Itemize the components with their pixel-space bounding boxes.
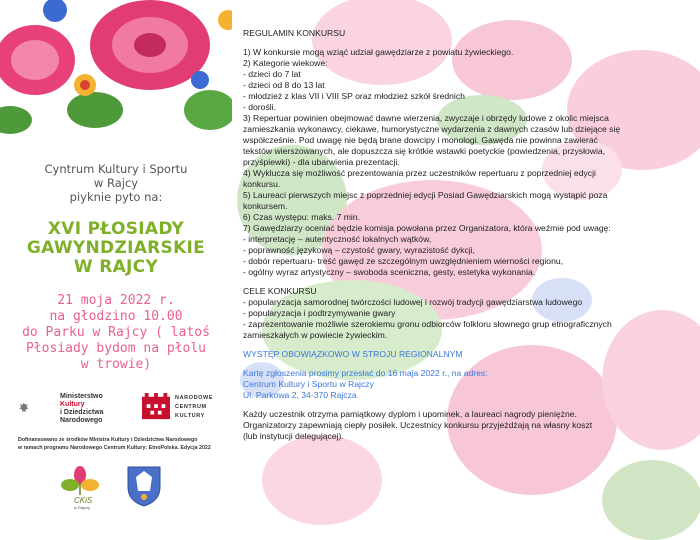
rule-line: 7) Gawędziarzy oceniać będzie komisja powołana przez Organizatora, która weźmie pod uwagę:: [243, 223, 611, 233]
application-line: Ul. Parkowa 2, 34-370 Rajcza: [243, 390, 357, 400]
rule-line: 3) Repertuar powinien obejmować dawne wierzenia, zwyczaje i obrzędy ludowe z okolic miejsca: [243, 113, 609, 123]
rule-line: - młodzież z klas VII i VIII SP oraz młodzież szkół średnich: [243, 91, 465, 101]
floral-corner-art: [0, 0, 232, 135]
rule-line: - ogólny wyraz artystyczny – swoboda sceniczna, gesty, estetyka wykonania.: [243, 267, 536, 277]
event-date-place: [0, 293, 232, 373]
rule-line: - interpretację – autentyczność lokalnych wątków,: [243, 234, 432, 244]
rajcza-coat-of-arms-icon: [126, 465, 162, 507]
rule-line: zamieszkania wykonawcy, ciekawe, humorystyczne wydarzenia z dawnych czasów lub dziejące się: [243, 124, 621, 134]
event-title-line: GAWYNDZIARSKIE: [26, 238, 206, 258]
rule-line: 4) Wyklucza się możliwość prezentowania przez uczestników repertuaru z poprzedniej edycji: [243, 168, 596, 178]
rule-line: konkursem.: [243, 201, 288, 211]
rule-line: współcześnie. Pod uwagę nie będą brane dowcipy i monologi. Gawęda nie powinna zawierać: [243, 135, 598, 145]
contest-rules: [243, 28, 693, 442]
event-title: [0, 220, 232, 277]
event-info-line: Płosiady bydom na płolu: [25, 341, 206, 356]
closing-line: (lub instytucji delegującej).: [243, 431, 344, 441]
rule-line: - dzieci do 7 lat: [243, 69, 301, 79]
intro-line: piyknie pyto na:: [69, 190, 163, 204]
nck-logo-text: NARODOWE CENTRUM KULTURY: [175, 395, 214, 419]
ministry-logo-text: Ministerstwo Kultury i Dziedzictwa Narodowego: [60, 393, 104, 424]
funding-note: Dofinansowano ze środków Ministra Kultury i Dziedzictwa Narodowego w ramach programu Narodowego Centrum Kultury: EtnoPolska. Edycja 2022: [18, 437, 211, 451]
application-line: Centrum Kultury i Sportu w Rajczy: [243, 379, 374, 389]
rule-line: 6) Czas występu: maks. 7 min.: [243, 212, 361, 222]
rule-line: tekstów wierszowanych, ale dopuszcza się krótkie wstawki poetyckie (powiedzenia, przysłowia,: [243, 146, 606, 156]
rules-heading: REGULAMIN KONKURSU: [243, 28, 346, 38]
nck-logo-icon: [142, 393, 170, 421]
rule-line: konkursu.: [243, 179, 281, 189]
rule-line: - dobór repertuaru- treść gawęd ze szczególnym uwzględnieniem wierności regionu,: [243, 256, 564, 266]
goal-line: - zaprezentowanie możliwie szerokiemu gronu odbiorców folkloru słownego grup etnograficznych: [243, 319, 612, 329]
goal-line: - popularyzacja samorodnej twórczości ludowej i rozwój tradycji gawędziarstwa ludowego: [243, 297, 583, 307]
closing-line: Każdy uczestnik otrzyma pamiątkowy dyplom i upominek, a laureaci nagrody pieniężne.: [243, 409, 577, 419]
application-line: Kartę zgłoszenia prosimy przesłać do 16 maja 2022 r., na adres:: [243, 368, 488, 378]
ckis-logo-text: CKiS w Rajczy: [74, 496, 93, 510]
event-title-line: XVI PŁOSIADY: [47, 219, 185, 239]
eagle-emblem-icon: [18, 390, 54, 426]
goal-line: - popularyzacja i podtrzymywanie gwary: [243, 308, 396, 318]
rules-list: [243, 47, 693, 278]
rule-line: - dzieci od 8 do 13 lat: [243, 80, 325, 90]
rule-line: 1) W konkursie mogą wziąć udział gawędziarze z powiatu żywieckiego.: [243, 47, 514, 57]
closing-line: Organizatorzy zapewniają ciepły posiłek. Uczestnicy konkursu przyjeżdżają na własny koszt: [243, 420, 593, 430]
rule-line: 5) Laureaci pierwszych miejsc z poprzedniej edycji Posiad Gawędziarskich mogą wystąpić poza: [243, 190, 608, 200]
event-title-line: W RAJCY: [73, 257, 159, 277]
event-info-line: na głodzino 10.00: [49, 309, 183, 324]
rule-line: - poprawność językową – czystość gwary, wyrazistość dykcji,: [243, 245, 475, 255]
intro-line: w Rajcy: [93, 176, 139, 190]
organizer-invitation: [0, 162, 232, 204]
goals-heading: CELE KONKURSU: [243, 286, 317, 296]
left-panel: [0, 140, 232, 373]
event-info-line: w trowie): [80, 357, 152, 372]
event-info-line: 21 moja 2022 r.: [57, 293, 175, 308]
goal-line: zamieszkałych w powiecie żywieckim.: [243, 330, 388, 340]
rule-line: - dorośli.: [243, 102, 276, 112]
event-info-line: do Parku w Rajcy ( latoś: [22, 325, 210, 340]
rule-line: 2) Kategorie wiekowe:: [243, 58, 328, 68]
costume-notice: WYSTĘP OBOWIĄZKOWO W STROJU REGIONALNYM: [243, 349, 463, 359]
rule-line: przyśpiewki) - dla ubarwienia prezentacji.: [243, 157, 400, 167]
intro-line: Cyntrum Kultury i Sportu: [44, 162, 188, 176]
